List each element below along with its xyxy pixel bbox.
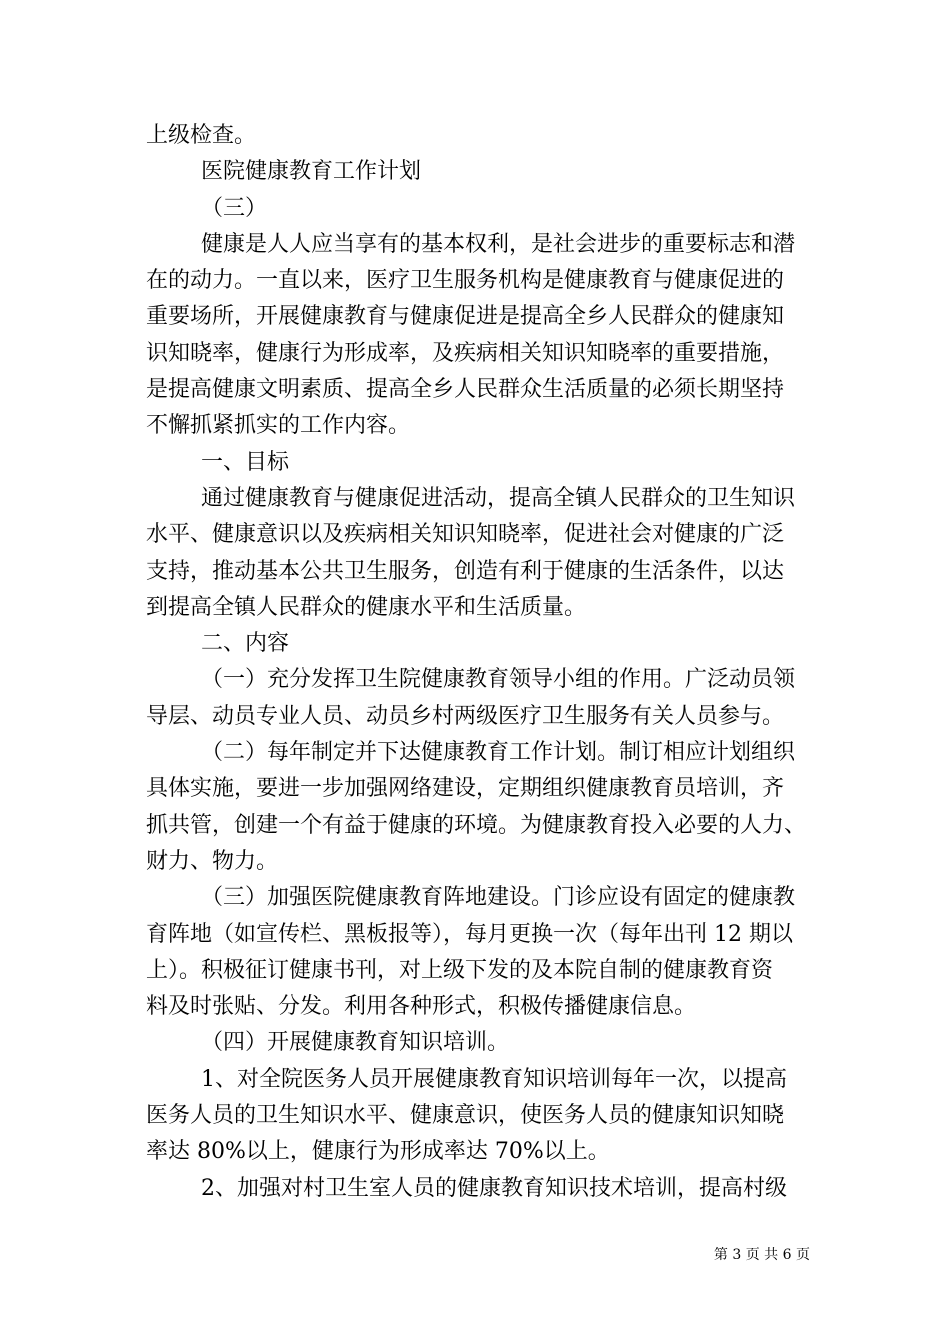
paragraph-line: 抓共管，创建一个有益于健康的环境。为健康教育投入必要的人力、 [146, 812, 807, 838]
paragraph-line: 健康是人人应当享有的基本权利，是社会进步的重要标志和潜 [201, 231, 796, 257]
body-text [146, 118, 826, 1207]
paragraph-line: 到提高全镇人民群众的健康水平和生活质量。 [146, 594, 587, 620]
paragraph-line: 2、加强对村卫生室人员的健康教育知识技术培训，提高村级 [201, 1175, 787, 1201]
paragraph-line: 识知晓率，健康行为形成率，及疾病相关知识知晓率的重要措施， [146, 340, 785, 366]
paragraph-line: 导层、动员专业人员、动员乡村两级医疗卫生服务有关人员参与。 [146, 703, 785, 729]
heading-goal: 一、目标 [201, 449, 290, 475]
paragraph-line: （一）充分发挥卫生院健康教育领导小组的作用。广泛动员领 [201, 667, 796, 693]
paragraph-line: 通过健康教育与健康促进活动，提高全镇人民群众的卫生知识 [201, 485, 796, 511]
page-number: 第 3 页 共 6 页 [713, 1247, 810, 1263]
paragraph-line: 育阵地（如宣传栏、黑板报等），每月更换一次（每年出刊 12 期以 [146, 921, 793, 947]
section-heading: 医院健康教育工作计划 [201, 159, 422, 185]
paragraph-line: 率达 80%以上，健康行为形成率达 70%以上。 [146, 1139, 610, 1165]
paragraph-line: 上级检查。 [146, 123, 257, 148]
paragraph-line: 在的动力。一直以来，医疗卫生服务机构是健康教育与健康促进的 [146, 268, 785, 294]
paragraph-line: （二）每年制定并下达健康教育工作计划。制订相应计划组织 [201, 740, 796, 766]
heading-content: 二、内容 [201, 631, 290, 657]
paragraph-line: 料及时张贴、分发。利用各种形式，积极传播健康信息。 [146, 994, 697, 1020]
paragraph-line: 不懈抓紧抓实的工作内容。 [146, 413, 411, 439]
paragraph-line: 上）。积极征订健康书刊，对上级下发的及本院自制的健康教育资 [146, 957, 774, 983]
paragraph-line: 是提高健康文明素质、提高全乡人民群众生活质量的必须长期坚持 [146, 377, 785, 403]
paragraph-line: 水平、健康意识以及疾病相关知识知晓率，促进社会对健康的广泛 [146, 522, 785, 548]
paragraph-line: 重要场所，开展健康教育与健康促进是提高全乡人民群众的健康知 [146, 304, 785, 330]
paragraph-line: 医务人员的卫生知识水平、健康意识，使医务人员的健康知识知晓 [146, 1103, 785, 1129]
paragraph-line: 支持，推动基本公共卫生服务，创造有利于健康的生活条件，以达 [146, 558, 785, 584]
paragraph-line: （三）加强医院健康教育阵地建设。门诊应设有固定的健康教 [201, 885, 796, 911]
section-number: （三） [201, 195, 268, 221]
paragraph-line: 1、对全院医务人员开展健康教育知识培训每年一次，以提高 [201, 1066, 787, 1092]
paragraph-line: （四）开展健康教育知识培训。 [201, 1030, 510, 1056]
paragraph-line: 财力、物力。 [146, 848, 279, 874]
paragraph-line: 具体实施，要进一步加强网络建设，定期组织健康教育员培训，齐 [146, 776, 785, 802]
